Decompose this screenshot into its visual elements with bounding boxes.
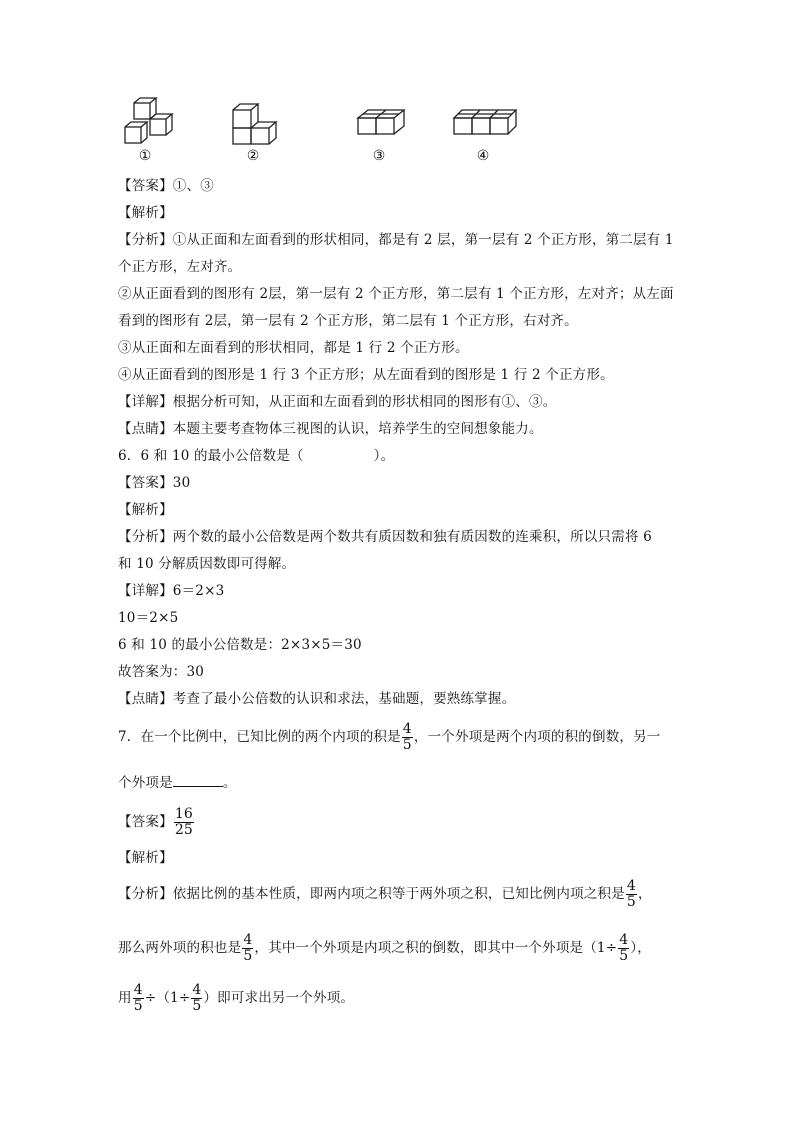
cube-figure-4 xyxy=(452,96,532,168)
cube-figure-2 xyxy=(228,96,318,168)
q6-question-end: ）。 xyxy=(373,448,395,464)
fraction-4-5: $\frac{4}{5}$ xyxy=(626,878,637,910)
q7-analysis-text-3b: ÷（1÷ xyxy=(144,990,191,1006)
fraction-4-5: $\frac{4}{5}$ xyxy=(192,982,202,1014)
document-page xyxy=(118,96,678,1014)
q6-detail-4: 故答案为：30 xyxy=(118,664,205,680)
q7-question-text-b: ，一个外项是两个内项的积的倒数，另一 xyxy=(413,729,661,745)
q5-comment: 【点睛】本题主要考查物体三视图的认识，培养学生的空间想象能力。 xyxy=(118,421,543,437)
q7-analysis-text-1b: ， xyxy=(638,886,652,902)
cube-figure-1-drawing xyxy=(120,96,180,152)
q6-detail-3: 6 和 10 的最小公倍数是：2×3×5＝30 xyxy=(118,637,362,653)
cube-figure-4-drawing xyxy=(452,96,532,152)
q5-analysis-line-3: ②从正面看到的图形有 2层，第一层有 2 个正方形，第二层有 1 个正方形，左对齐；从左面 xyxy=(118,286,674,302)
q6-analysis-line-2: 和 10 分解质因数即可得解。 xyxy=(118,556,296,572)
q7-question-text-a: 7．在一个比例中，已知比例的两个内项的积是 xyxy=(118,729,401,745)
q7-analysis-text-2c: ）， xyxy=(630,940,651,956)
q7-analysis-text-2a: 那么两外项的积也是 xyxy=(118,940,242,956)
fraction-4-5: $\frac{4}{5}$ xyxy=(402,721,412,753)
fraction-4-5: $\frac{4}{5}$ xyxy=(619,932,629,964)
q5-detail: 【详解】根据分析可知，从正面和左面看到的形状相同的图形有①、③。 xyxy=(118,394,557,410)
cube-figure-2-drawing xyxy=(228,96,288,152)
q7-analysis-line-3 xyxy=(118,978,354,1018)
q7-analysis-text-3c: ）即可求出另一个外项。 xyxy=(203,990,355,1006)
q7-answer-blank xyxy=(173,772,223,787)
q7-analysis-heading: 【解析】 xyxy=(118,850,173,866)
q7-analysis-line-1 xyxy=(118,874,652,914)
q7-analysis-text-1a: 【分析】依据比例的基本性质，即两内项之积等于两外项之积，已知比例内项之积是 xyxy=(118,886,625,902)
q5-analysis-line-6: ④从正面看到的图形是 1 行 3 个正方形；从左面看到的图形是 1 行 2 个正方形。 xyxy=(118,367,614,383)
fraction-4-5: $\frac{4}{5}$ xyxy=(243,932,253,964)
cube-figure-3 xyxy=(354,96,444,168)
q7-analysis-line-2 xyxy=(118,928,651,968)
figure-2-label: ② xyxy=(246,148,260,164)
q7-analysis-text-3a: 用 xyxy=(118,990,132,1006)
figure-1-label: ① xyxy=(138,148,152,164)
q7-question-line-2 xyxy=(118,772,237,793)
q5-answer: 【答案】①、③ xyxy=(118,178,214,194)
figure-3-label: ③ xyxy=(372,148,386,164)
fraction-4-5: $\frac{4}{5}$ xyxy=(133,982,143,1014)
cube-figure-1 xyxy=(120,96,210,168)
q6-question xyxy=(118,446,394,466)
q7-answer xyxy=(118,802,195,842)
q6-detail-2: 10＝2×5 xyxy=(118,610,179,626)
q5-analysis-line-4: 看到的图形有 2层，第一层有 2 个正方形，第二层有 1 个正方形，右对齐。 xyxy=(118,313,578,329)
q7-question-text-d: 。 xyxy=(222,775,237,791)
q5-analysis-line-1: 【分析】①从正面和左面看到的形状相同，都是有 2 层，第一层有 2 个正方形，第二层有 1 xyxy=(118,232,674,248)
q5-analysis-heading: 【解析】 xyxy=(118,205,173,221)
figure-4-label: ④ xyxy=(476,148,490,164)
q6-analysis-line-1: 【分析】两个数的最小公倍数是两个数共有质因数和独有质因数的连乘积，所以只需将 6 xyxy=(118,529,652,545)
q6-question-text: 6．6 和 10 的最小公倍数是（ xyxy=(118,448,304,464)
fraction-16-25: $\frac{16}{25}$ xyxy=(174,806,194,838)
q7-question-line-1 xyxy=(118,720,661,754)
q6-comment: 【点睛】考查了最小公倍数的认识和求法，基础题，要熟练掌握。 xyxy=(118,691,516,707)
q6-answer: 【答案】30 xyxy=(118,475,191,491)
q6-detail-1: 【详解】6＝2×3 xyxy=(118,583,225,599)
q7-question-text-c: 个外项是 xyxy=(118,775,173,791)
q7-answer-label: 【答案】 xyxy=(118,814,173,830)
q5-analysis-line-2: 个正方形，左对齐。 xyxy=(118,259,242,275)
q5-analysis-line-5: ③从正面和左面看到的形状相同，都是 1 行 2 个正方形。 xyxy=(118,340,469,356)
cube-figure-3-drawing xyxy=(354,96,414,152)
cube-figures-row xyxy=(118,96,678,174)
q7-analysis-text-2b: ，其中一个外项是内项之积的倒数，即其中一个外项是（1÷ xyxy=(254,940,618,956)
q6-analysis-heading: 【解析】 xyxy=(118,502,173,518)
